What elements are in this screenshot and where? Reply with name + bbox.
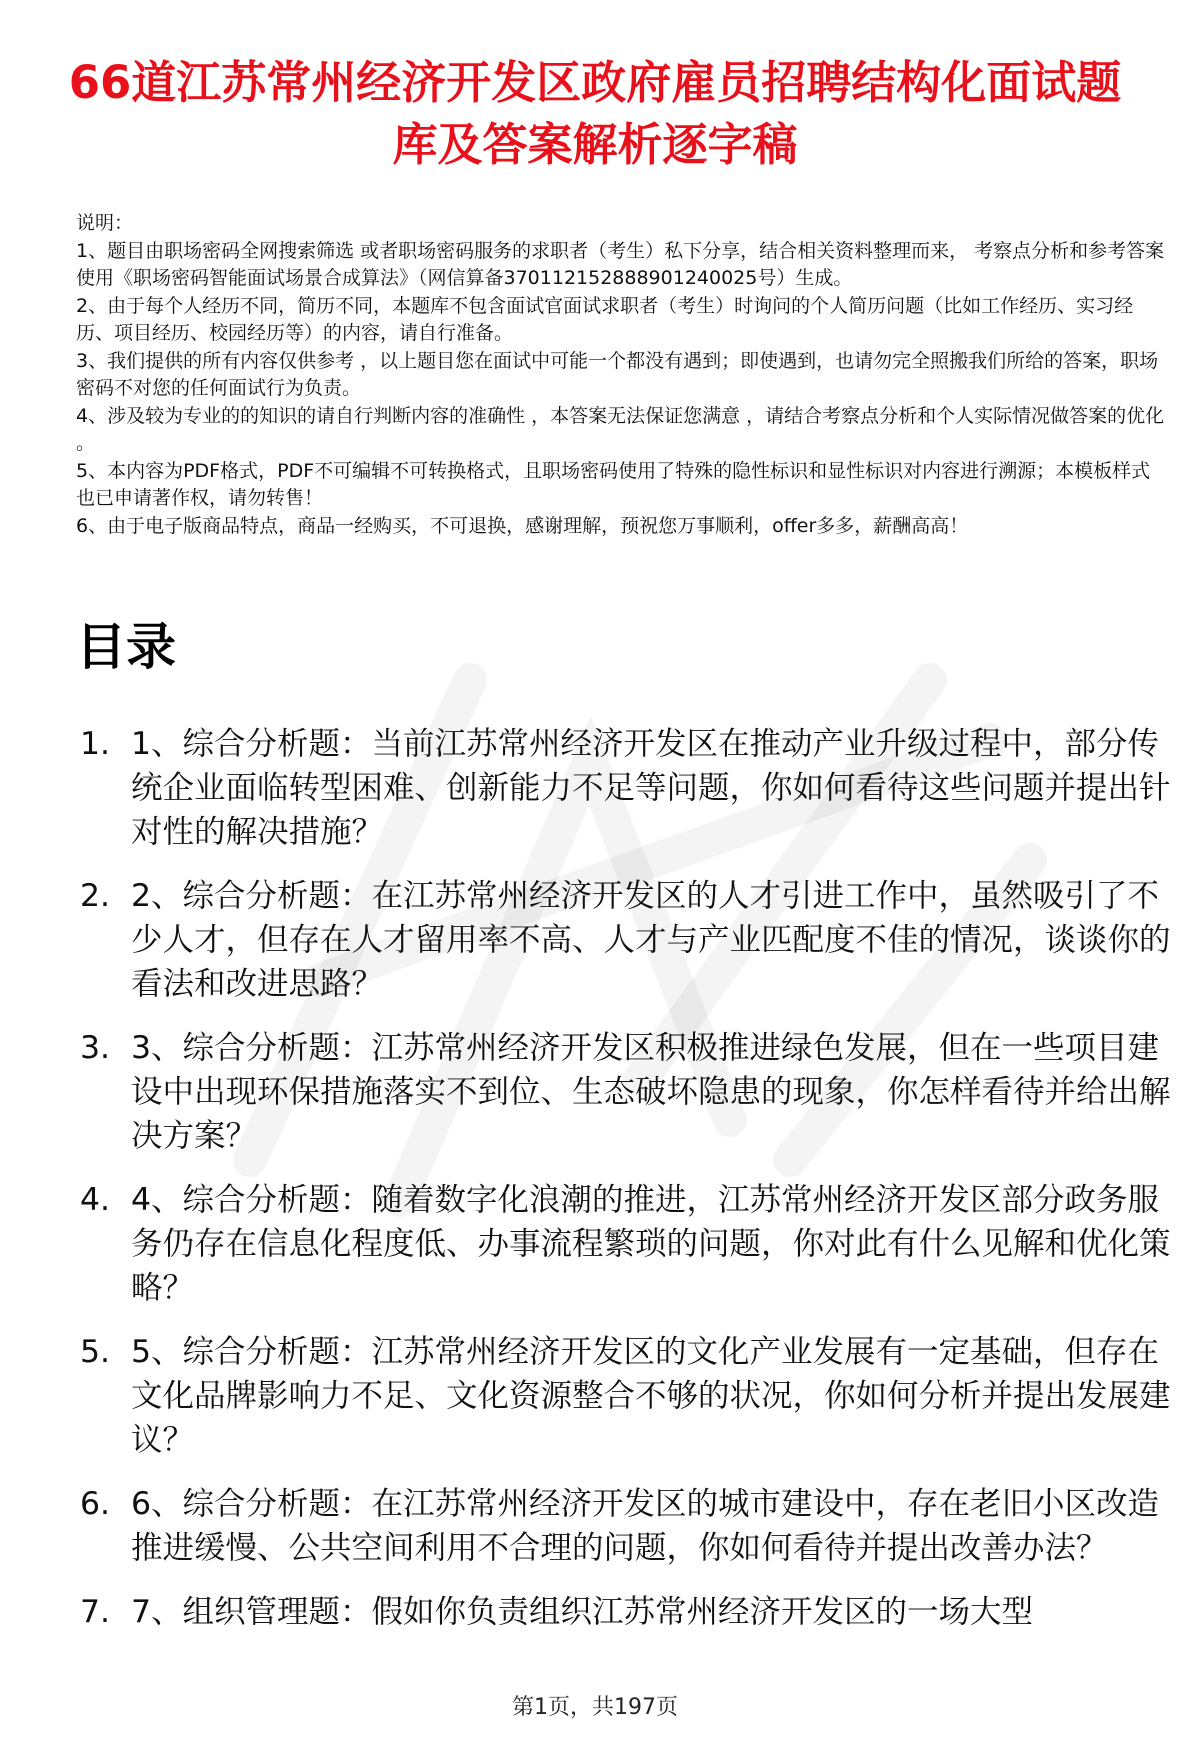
- toc-item-text: 6、综合分析题：在江苏常州经济开发区的城市建设中，存在老旧小区改造推进缓慢、公共空间利用不合理的问题，你如何看待并提出改善办法？: [131, 1486, 1160, 1566]
- toc-item-number: 2.: [80, 878, 111, 914]
- note-item: 1、题目由职场密码全网搜索筛选 或者职场密码服务的求职者（考生）私下分享，结合相关资料整理而来， 考察点分析和参考答案使用《职场密码智能面试场景合成算法》（网信算备370112152888901240025号）生成。: [76, 239, 1165, 289]
- note-item: 5、本内容为PDF格式，PDF不可编辑不可转换格式，且职场密码使用了特殊的隐性标识和显性标识对内容进行溯源；本模板样式也已申请著作权，请勿转售！: [76, 459, 1151, 509]
- toc-item-text: 2、综合分析题：在江苏常州经济开发区的人才引进工作中，虽然吸引了不少人才，但存在人才留用率不高、人才与产业匹配度不佳的情况，谈谈你的看法和改进思路？: [131, 878, 1171, 1002]
- toc-item[interactable]: [76, 874, 1171, 1006]
- toc-item-number: 5.: [80, 1334, 111, 1370]
- toc-item[interactable]: [76, 1482, 1171, 1570]
- note-item: 3、我们提供的所有内容仅供参考 ，以上题目您在面试中可能一个都没有遇到；即使遇到，也请勿完全照搬我们所给的答案，职场密码不对您的任何面试行为负责。: [76, 349, 1159, 399]
- toc-item-number: 3.: [80, 1030, 111, 1066]
- toc-item-text: 7、组织管理题：假如你负责组织江苏常州经济开发区的一场大型: [131, 1594, 1034, 1630]
- table-of-contents: [76, 722, 1171, 1654]
- toc-item-text: 5、综合分析题：江苏常州经济开发区的文化产业发展有一定基础，但存在文化品牌影响力不足、文化资源整合不够的状况，你如何分析并提出发展建议？: [131, 1334, 1171, 1458]
- note-item: 2、由于每个人经历不同，简历不同，本题库不包含面试官面试求职者（考生）时询问的个人简历问题（比如工作经历、实习经历、项目经历、校园经历等）的内容，请自行准备。: [76, 294, 1134, 344]
- toc-item-number: 1.: [80, 726, 111, 762]
- toc-item-text: 4、综合分析题：随着数字化浪潮的推进，江苏常州经济开发区部分政务服务仍存在信息化程度低、办事流程繁琐的问题，你对此有什么见解和优化策略？: [131, 1182, 1171, 1306]
- toc-item-number: 4.: [80, 1182, 111, 1218]
- toc-item-text: 3、综合分析题：江苏常州经济开发区积极推进绿色发展，但在一些项目建设中出现环保措施落实不到位、生态破坏隐患的现象，你怎样看待并给出解决方案？: [131, 1030, 1171, 1154]
- toc-item[interactable]: [76, 1590, 1171, 1634]
- toc-item-text: 1、综合分析题：当前江苏常州经济开发区在推动产业升级过程中，部分传统企业面临转型困难、创新能力不足等问题，你如何看待这些问题并提出针对性的解决措施？: [131, 726, 1171, 850]
- note-item: 6、由于电子版商品特点，商品一经购买，不可退换，感谢理解，预祝您万事顺利，offer多多，薪酬高高！: [76, 514, 969, 537]
- note-item: 4、涉及较为专业的的知识的请自行判断内容的准确性 ，本答案无法保证您满意 ，请结合考察点分析和个人实际情况做答案的优化 。: [76, 404, 1165, 454]
- toc-item[interactable]: [76, 722, 1171, 854]
- toc-item[interactable]: [76, 1330, 1171, 1462]
- toc-heading: 目录: [76, 618, 176, 676]
- page-number-footer: 第1页，共197页: [512, 1695, 678, 1720]
- toc-item[interactable]: [76, 1178, 1171, 1310]
- toc-item[interactable]: [76, 1026, 1171, 1158]
- document-title: 66道江苏常州经济开发区政府雇员招聘结构化面试题库及答案解析逐字稿: [68, 56, 1122, 171]
- disclaimer-notes: [76, 210, 1166, 540]
- toc-item-number: 7.: [80, 1594, 111, 1630]
- toc-item-number: 6.: [80, 1486, 111, 1522]
- notes-label: 说明：: [76, 212, 134, 234]
